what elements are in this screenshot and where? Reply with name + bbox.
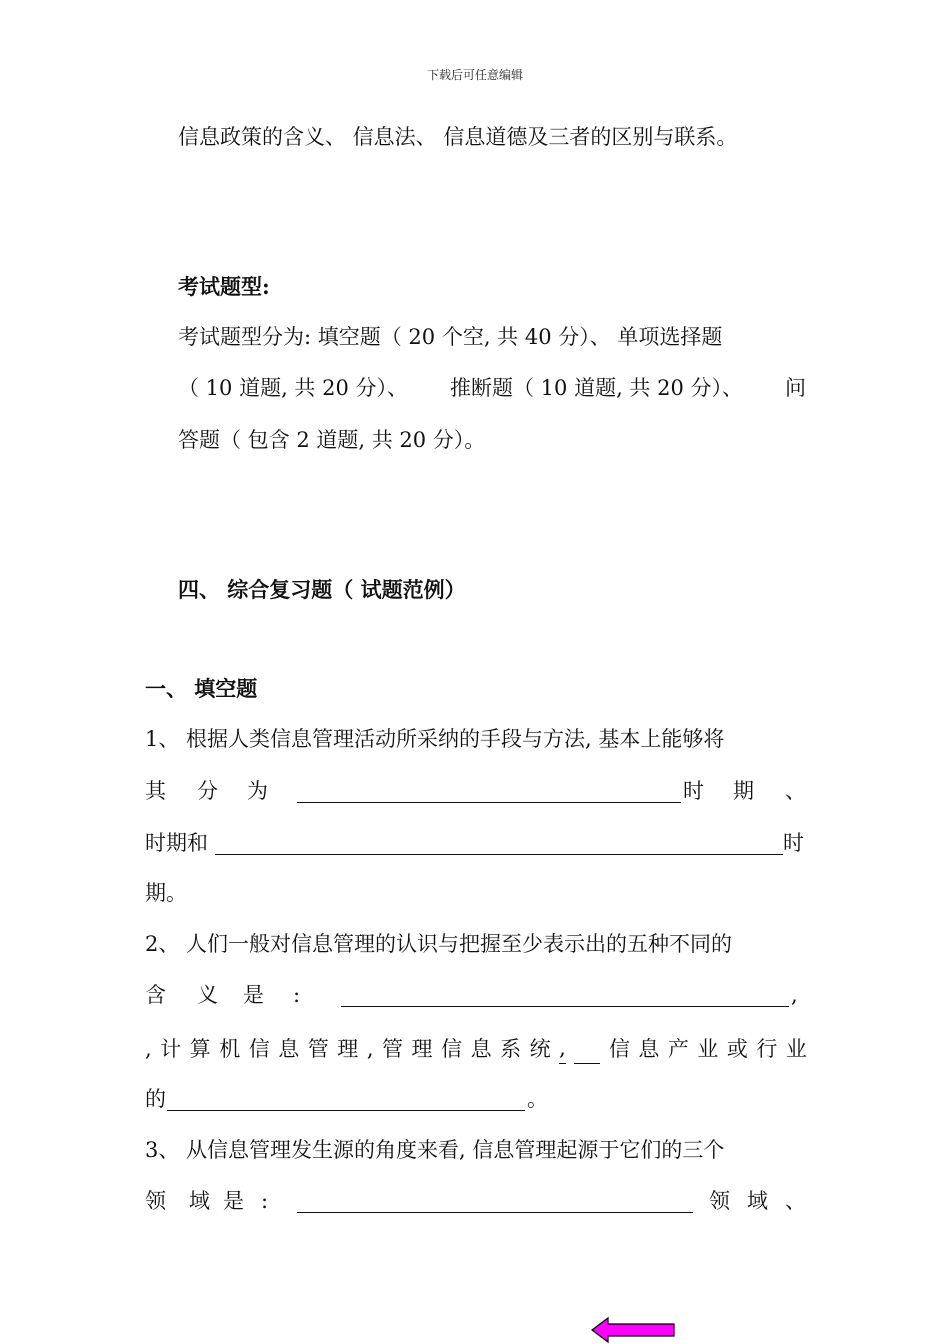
q2-line3-char: 息 <box>470 1037 492 1061</box>
q2-blank-2[interactable] <box>574 1039 600 1064</box>
exam-types-heading: 考试题型: <box>178 274 270 299</box>
q1-line2-end-char: 时 <box>683 779 704 803</box>
q2-line2-char: 义 <box>197 983 218 1007</box>
q3-line2-char: 域 <box>189 1189 210 1213</box>
q1-line2-char: 其 <box>145 779 166 803</box>
q3-line2-end-char: 领 <box>709 1189 730 1213</box>
q3-line2-char: 是 <box>223 1189 244 1213</box>
q3-line2 <box>145 1186 807 1216</box>
q1-line2-char: 分 <box>197 779 218 803</box>
q2-line2-char: 含 <box>145 983 166 1007</box>
q1-line4: 期。 <box>145 881 187 905</box>
q2-line3-char: 计 <box>160 1037 182 1061</box>
q2-line3-char: 算 <box>189 1037 211 1061</box>
q2-line3-char: 管 <box>307 1037 329 1061</box>
fill-blank-heading: 一、 填空题 <box>145 676 258 701</box>
q2-blank-3[interactable] <box>167 1086 525 1111</box>
q2-line3-char: 系 <box>500 1037 522 1061</box>
q1-blank-2[interactable] <box>215 830 783 855</box>
left-arrow-icon[interactable] <box>590 1316 676 1344</box>
q3-line1: 3、 从信息管理发生源的角度来看, 信息管理起源于它们的三个 <box>145 1138 725 1162</box>
q2-line3-char: 管 <box>382 1037 404 1061</box>
q2-line2-end: , <box>791 983 798 1007</box>
q2-line3-char: 产 <box>667 1037 689 1061</box>
q2-line3-char: 息 <box>278 1037 300 1061</box>
q3-line2-end-char: 、 <box>785 1189 806 1213</box>
q2-line2 <box>145 980 807 1010</box>
exam-types-line1: 考试题型分为: 填空题（ 20 个空, 共 40 分）、 单项选择题 <box>178 325 723 349</box>
q2-line4-end: 。 <box>527 1087 548 1111</box>
q1-line2-end-char: 期 <box>733 779 754 803</box>
q1-blank-1[interactable] <box>297 778 681 803</box>
q2-line3-char: , <box>145 1037 152 1061</box>
q2-line2-char: : <box>293 983 301 1007</box>
q2-line1: 2、 人们一般对信息管理的认识与把握至少表示出的五种不同的 <box>145 932 733 956</box>
q2-line3-char: 行 <box>756 1037 778 1061</box>
q2-line3-char: 理 <box>337 1037 359 1061</box>
q2-line3-char: , <box>559 1033 566 1064</box>
q2-line3 <box>145 1033 807 1064</box>
q3-line2-char: 领 <box>145 1189 166 1213</box>
q2-line2-char: 是 <box>243 983 264 1007</box>
exam-types-line2-part2: 推断题（ 10 道题, 共 20 分）、 <box>450 376 743 400</box>
q2-line4 <box>145 1084 807 1114</box>
q2-line3-char: 信 <box>248 1037 270 1061</box>
q2-line3-char: 理 <box>411 1037 433 1061</box>
q2-line3-char: 息 <box>638 1037 660 1061</box>
q2-line3-char: 统 <box>529 1037 551 1061</box>
q2-line3-char: 或 <box>726 1037 748 1061</box>
q2-line3-char: 业 <box>697 1037 719 1061</box>
q2-blank-1[interactable] <box>341 982 789 1007</box>
q1-line3-start: 时期和 <box>145 831 208 855</box>
section-four-heading: 四、 综合复习题（ 试题范例） <box>178 577 466 602</box>
q2-line4-start: 的 <box>145 1087 166 1111</box>
q2-line3-char: 信 <box>441 1037 463 1061</box>
exam-types-line3: 答题（ 包含 2 道题, 共 20 分）。 <box>178 428 486 452</box>
exam-types-line2 <box>178 373 806 403</box>
exam-types-line2-part3: 问 <box>785 376 806 400</box>
q1-line1: 1、 根据人类信息管理活动所采纳的手段与方法, 基本上能够将 <box>145 727 725 751</box>
q1-line2 <box>145 776 807 806</box>
q2-line3-char: 机 <box>219 1037 241 1061</box>
q1-line3-end: 时 <box>783 831 804 855</box>
exam-types-line2-part1: （ 10 道题, 共 20 分）、 <box>178 376 408 400</box>
q1-line2-char: 为 <box>247 779 268 803</box>
intro-line: 信息政策的含义、 信息法、 信息道德及三者的区别与联系。 <box>178 125 738 149</box>
q1-line2-end-char: 、 <box>785 779 806 803</box>
q3-blank-1[interactable] <box>297 1188 693 1213</box>
q2-line3-char: 业 <box>785 1037 807 1061</box>
q3-line2-end-char: 域 <box>747 1189 768 1213</box>
left-arrow-shape <box>592 1318 674 1342</box>
q2-line3-char: 信 <box>608 1037 630 1061</box>
q3-line2-char: : <box>261 1189 269 1213</box>
page-header: 下载后可任意编辑 <box>426 68 523 82</box>
q2-line3-char: , <box>366 1037 374 1061</box>
q1-line3 <box>145 828 807 858</box>
